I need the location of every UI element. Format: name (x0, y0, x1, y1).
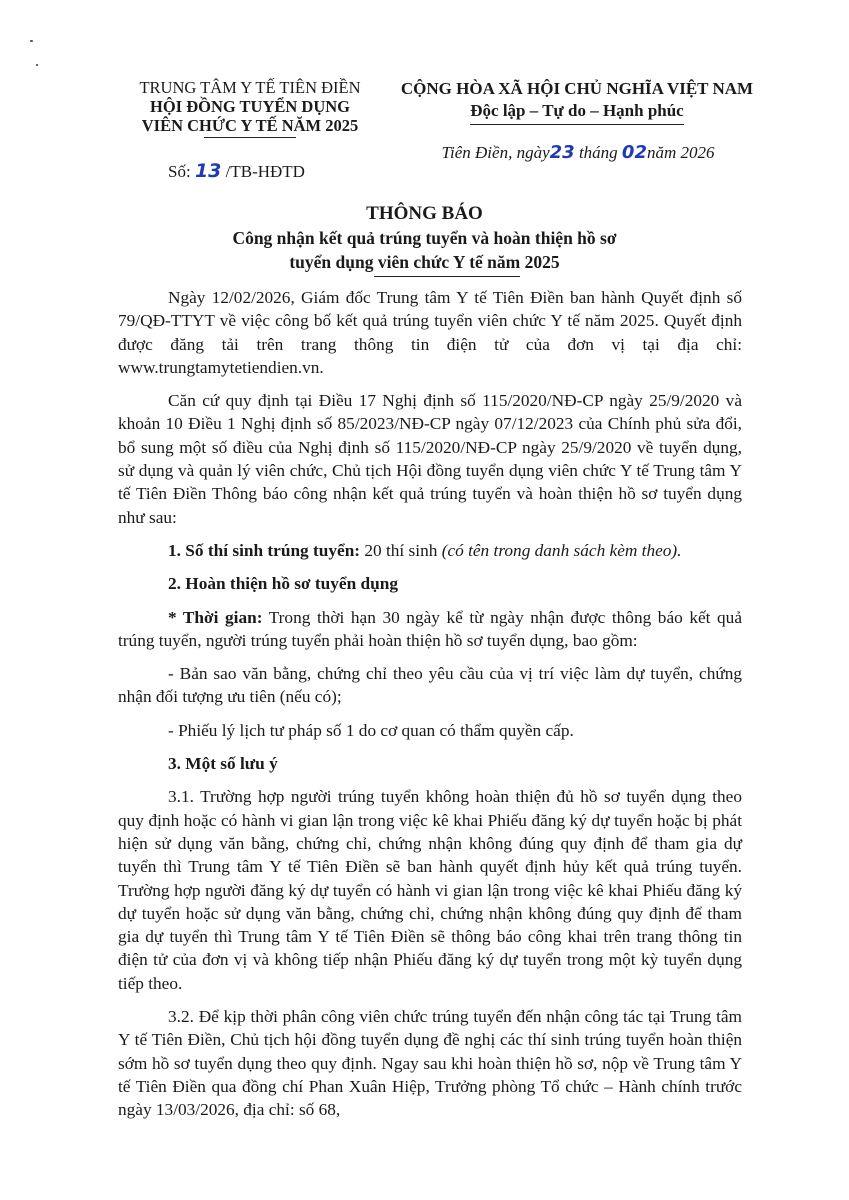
date-day-handwritten: 23 (549, 142, 575, 163)
paragraph-decision: Ngày 12/02/2026, Giám đốc Trung tâm Y tế Tiên Điền ban hành Quyết định số 79/QĐ-TTYT về việc công bố kết quả trúng tuyển viên chức Y tế năm 2025. Quyết định được đăng tải trên trang thông tin điện tử của đơn vị tại địa chỉ: www.trungtamytetiendien.vn. (118, 288, 742, 377)
note-3-2: 3.2. Để kịp thời phân công viên chức trúng tuyển đến nhận công tác tại Trung tâm Y tế Tiên Điền, Chủ tịch hội đồng tuyển dụng đề nghị các thí sinh trúng tuyển hoàn thiện sớm hồ sơ tuyển dụng theo quy định. Ngay sau khi hoàn thiện hồ sơ, nộp về Trung tâm Y tế Tiên Điền qua đồng chí Phan Xuân Hiệp, Trưởng phòng Tổ chức – Hành chính trước ngày 13/03/2026, địa chỉ: số 68, (118, 1007, 742, 1120)
section-2-heading: 2. Hoàn thiện hồ sơ tuyển dụng (168, 574, 398, 594)
section-1-note: (có tên trong danh sách kèm theo). (441, 540, 682, 560)
scan-speck (30, 40, 33, 42)
doc-no-handwritten: 13 (194, 160, 222, 182)
council-name-line1: HỘI ĐỒNG TUYỂN DỤNG (149, 97, 350, 116)
nation-title: CỘNG HÒA XÃ HỘI CHỦ NGHĨA VIỆT NAM (400, 79, 754, 98)
time-label: * Thời gian: (168, 607, 263, 627)
date-month-label: tháng (578, 143, 618, 162)
note-3-1: 3.1. Trường hợp người trúng tuyển không hoàn thiện đủ hồ sơ tuyển dụng theo quy định hoặc có hành vi gian lận trong việc kê khai Phiếu đăng ký dự tuyển hoặc bị phát hiện sử dụng văn bằng, chứng chỉ, chứng nhận không đúng quy định để tham gia dự tuyển thì Trung tâm Y tế Tiên Điền sẽ ban hành quyết định hủy kết quả trúng tuyển. Trường hợp người đăng ký dự tuyển có hành vi gian lận trong việc kê khai Phiếu đăng ký dự tuyển hoặc sử dụng văn bằng, chứng chỉ, chứng nhận không đúng quy định để tham gia dự tuyển thì Trung tâm Y tế Tiên Điền sẽ thông báo công khai trên trang thông tin điện tử của đơn vị và không tiếp nhận Phiếu đăng ký dự tuyển trong một kỳ tuyển dụng tiếp theo. (118, 787, 742, 993)
section-3-heading: 3. Một số lưu ý (168, 754, 278, 774)
doc-no-suffix: /TB-HĐTD (225, 162, 305, 181)
national-motto: Độc lập – Tự do – Hạnh phúc (470, 100, 683, 125)
document-body (118, 286, 742, 1132)
section-1 (118, 539, 742, 562)
date-year: năm 2026 (646, 143, 715, 162)
issuing-authority-block (120, 78, 380, 138)
document-subtitle-line2: tuyển dụng viên chức Y tế năm 2025 (289, 252, 560, 272)
council-name-line2: VIÊN CHỨC Y TẾ NĂM 2025 (141, 116, 359, 135)
document-subtitle-line1: Công nhận kết quả trúng tuyển và hoàn thiện hồ sơ (232, 228, 617, 248)
section-1-value: 20 thí sinh (364, 540, 438, 560)
document-number (168, 160, 305, 182)
requirement-item-1: - Bản sao văn bằng, chứng chỉ theo yêu cầu của vị trí việc làm dự tuyển, chứng nhận đối tượng ưu tiên (nếu có); (118, 664, 742, 707)
section-1-label: 1. Số thí sinh trúng tuyển: (168, 540, 361, 560)
date-line (408, 142, 748, 163)
date-place: Tiên Điền, ngày (441, 143, 550, 162)
paragraph-legal-basis: Căn cứ quy định tại Điều 17 Nghị định số 115/2020/NĐ-CP ngày 25/9/2020 và khoản 10 Điều 1 Nghị định số 85/2023/NĐ-CP ngày 07/12/2023 của Chính phủ sửa đổi, bổ sung một số điều của Nghị định số 115/2020/NĐ-CP ngày 25/9/2020 về tuyển dụng, sử dụng và quản lý viên chức, Chủ tịch Hội đồng tuyển dụng viên chức Y tế Trung tâm Y tế Tiên Điền Thông báo công nhận kết quả trúng tuyển và hoàn thiện hồ sơ tuyển dụng như sau: (118, 391, 742, 527)
time-text: Trong thời hạn 30 ngày kể từ ngày nhận được thông báo kết quả trúng tuyển, người trúng tuyển phải hoàn thiện hồ sơ tuyển dụng, bao gồm: (118, 607, 742, 650)
authority-underline (204, 137, 296, 138)
organization-name: TRUNG TÂM Y TẾ TIÊN ĐIỀN (139, 78, 361, 97)
doc-no-label: Số: (168, 162, 191, 181)
requirement-item-2: - Phiếu lý lịch tư pháp số 1 do cơ quan có thẩm quyền cấp. (168, 720, 574, 740)
date-month-handwritten: 02 (621, 142, 647, 163)
document-title: THÔNG BÁO (366, 203, 483, 224)
scan-speck (36, 64, 38, 66)
section-2-time (118, 606, 742, 653)
title-underline (374, 276, 520, 277)
national-header-block (392, 78, 762, 125)
